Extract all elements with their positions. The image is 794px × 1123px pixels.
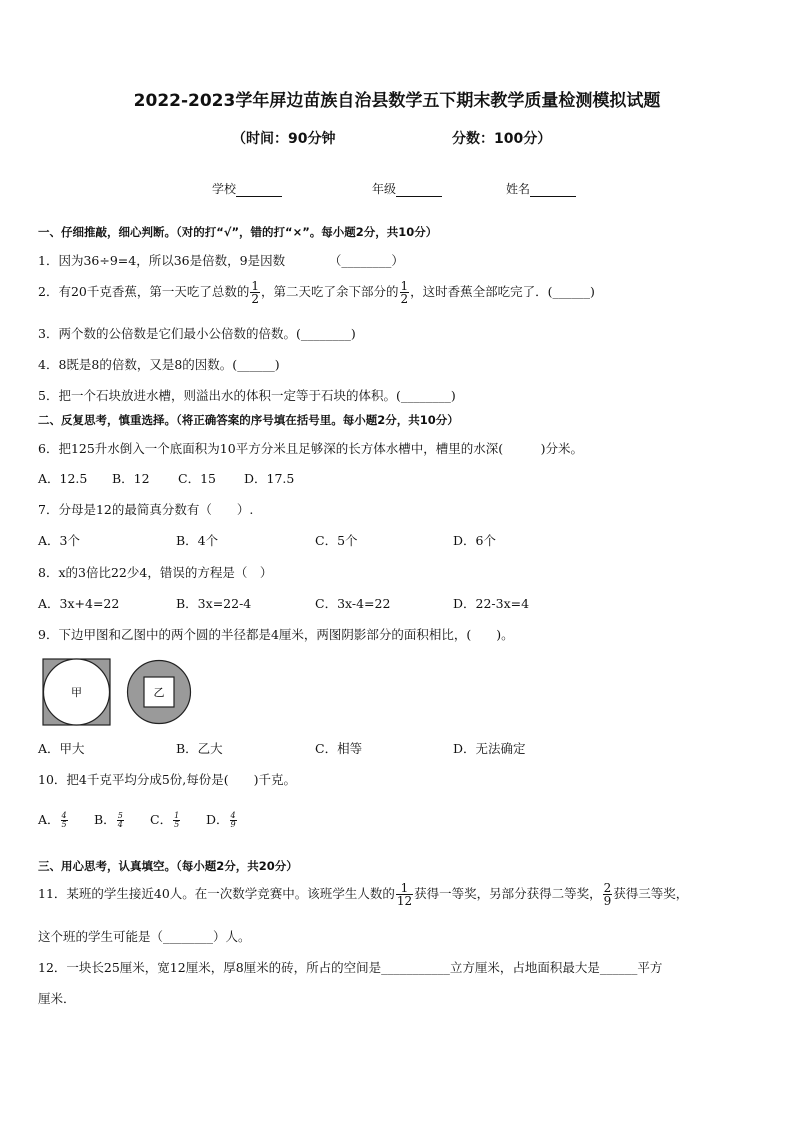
q10-a-num: 4 xyxy=(61,811,67,820)
name-label: 姓名 xyxy=(506,182,531,196)
q11-text-b: 获得一等奖，另部分获得二等奖， xyxy=(414,886,602,901)
q8-option-a[interactable]: A．3x+4=22 xyxy=(38,596,120,611)
q11-fraction-2 xyxy=(603,882,613,907)
q9-option-d[interactable]: D．无法确定 xyxy=(453,741,526,756)
q7-option-a[interactable]: A．3个 xyxy=(38,533,80,548)
exam-title: 2022-2023学年屏边苗族自治县数学五下期末教学质量检测模拟试题 xyxy=(133,91,661,111)
q2-text-b: ，第二天吃了余下部分的 xyxy=(261,284,399,299)
question-11 xyxy=(38,882,688,907)
q10-a-den: 5 xyxy=(61,820,67,829)
q11-text-a: 11．某班的学生接近40人。在一次数学竞赛中。该班学生人数的 xyxy=(38,886,395,901)
q10-d-den: 9 xyxy=(230,820,236,829)
q2-fraction-2 xyxy=(400,280,410,305)
figure-jia-label: 甲 xyxy=(71,686,82,699)
figure-jia xyxy=(42,658,112,726)
q10-c-den: 5 xyxy=(174,820,180,829)
q11-f2-num: 2 xyxy=(603,881,612,895)
school-label: 学校 xyxy=(212,182,237,196)
q7-option-b[interactable]: B．4个 xyxy=(176,533,219,548)
q2-f2-den: 2 xyxy=(400,292,409,306)
q9-option-a[interactable]: A．甲大 xyxy=(38,741,85,756)
section-3-heading: 三、用心思考，认真填空。（每小题2分，共20分） xyxy=(38,859,298,873)
q11-f1-den: 12 xyxy=(396,894,413,908)
q10-a-fraction xyxy=(61,812,68,829)
name-field xyxy=(506,180,576,197)
q2-text-c: ，这时香蕉全部吃完了．(______) xyxy=(410,284,595,299)
q10-b-den: 4 xyxy=(117,820,123,829)
q2-text-a: 2．有20千克香蕉，第一天吃了总数的 xyxy=(38,284,250,299)
q10-d-label: D． xyxy=(206,812,229,827)
q2-fraction-1 xyxy=(250,280,260,305)
exam-time: （时间：90分钟 xyxy=(232,131,336,147)
q2-f1-den: 2 xyxy=(251,292,259,306)
q2-f1-num: 1 xyxy=(251,279,259,293)
grade-blank[interactable] xyxy=(396,184,442,197)
q6-option-d[interactable]: D．17.5 xyxy=(244,471,295,486)
q11-text-c: 获得三等奖， xyxy=(613,886,689,901)
q6-option-c[interactable]: C．15 xyxy=(178,471,216,486)
question-2 xyxy=(38,280,595,305)
school-blank[interactable] xyxy=(236,184,282,197)
figure-yi xyxy=(126,658,192,726)
q8-option-b[interactable]: B．3x=22-4 xyxy=(176,596,252,611)
question-9: 9．下边甲图和乙图中的两个圆的半径都是4厘米，两图阴影部分的面积相比，( )。 xyxy=(38,627,514,642)
q7-option-d[interactable]: D．6个 xyxy=(453,533,496,548)
q10-d-num: 4 xyxy=(230,811,236,820)
q9-option-b[interactable]: B．乙大 xyxy=(176,741,223,756)
q6-option-a[interactable]: A．12.5 xyxy=(38,471,88,486)
question-12-line-2: 厘米． xyxy=(38,991,76,1006)
q11-fraction-1 xyxy=(396,882,413,907)
question-5: 5．把一个石块放进水槽，则溢出水的体积一定等于石块的体积。(________) xyxy=(38,388,456,403)
question-12: 12．一块长25厘米，宽12厘米，厚8厘米的砖，所占的空间是___________立方厘米，占地面积最大是______平方 xyxy=(38,960,663,975)
q8-option-c[interactable]: C．3x-4=22 xyxy=(315,596,391,611)
section-1-heading: 一、仔细推敲，细心判断。（对的打“√”，错的打“×”。每小题2分，共10分） xyxy=(38,225,438,239)
q10-option-b[interactable] xyxy=(94,810,125,829)
q11-f1-num: 1 xyxy=(400,881,409,895)
q10-d-fraction xyxy=(230,812,237,829)
question-11-line-2: 这个班的学生可能是（________）人。 xyxy=(38,929,251,944)
q7-option-c[interactable]: C．5个 xyxy=(315,533,358,548)
q10-b-label: B． xyxy=(94,812,116,827)
q11-f2-den: 9 xyxy=(603,894,612,908)
q10-option-c[interactable] xyxy=(150,810,181,829)
q10-a-label: A． xyxy=(38,812,60,827)
question-8: 8．x的3倍比22少4，错误的方程是（ ） xyxy=(38,565,273,580)
q10-option-a[interactable] xyxy=(38,810,69,829)
q2-f2-num: 1 xyxy=(400,279,409,293)
question-7: 7．分母是12的最简真分数有（ ）. xyxy=(38,502,254,517)
name-blank[interactable] xyxy=(530,184,576,197)
question-6: 6．把125升水倒入一个底面积为10平方分米且足够深的长方体水槽中，槽里的水深( )分米。 xyxy=(38,441,583,456)
q10-b-num: 5 xyxy=(117,811,123,820)
school-field xyxy=(212,180,282,197)
question-4: 4．8既是8的倍数，又是8的因数。(______) xyxy=(38,357,280,372)
question-10: 10．把4千克平均分成5份,每份是( )千克。 xyxy=(38,772,297,787)
q8-option-d[interactable]: D．22-3x=4 xyxy=(453,596,530,611)
q10-b-fraction xyxy=(117,812,124,829)
figure-yi-label: 乙 xyxy=(153,686,165,699)
question-3: 3．两个数的公倍数是它们最小公倍数的倍数。(________) xyxy=(38,326,356,341)
grade-field xyxy=(372,180,442,197)
q6-option-b[interactable]: B．12 xyxy=(112,471,150,486)
exam-score: 分数：100分） xyxy=(452,131,552,147)
section-2-heading: 二、反复思考，慎重选择。（将正确答案的序号填在括号里。每小题2分，共10分） xyxy=(38,413,459,427)
q10-c-num: 1 xyxy=(174,811,180,820)
q10-option-d[interactable] xyxy=(206,810,238,829)
q9-option-c[interactable]: C．相等 xyxy=(315,741,363,756)
grade-label: 年级 xyxy=(372,182,397,196)
q10-c-label: C． xyxy=(150,812,173,827)
question-1: 1．因为36÷9=4，所以36是倍数，9是因数 （________） xyxy=(38,253,404,268)
q10-c-fraction xyxy=(173,812,180,829)
